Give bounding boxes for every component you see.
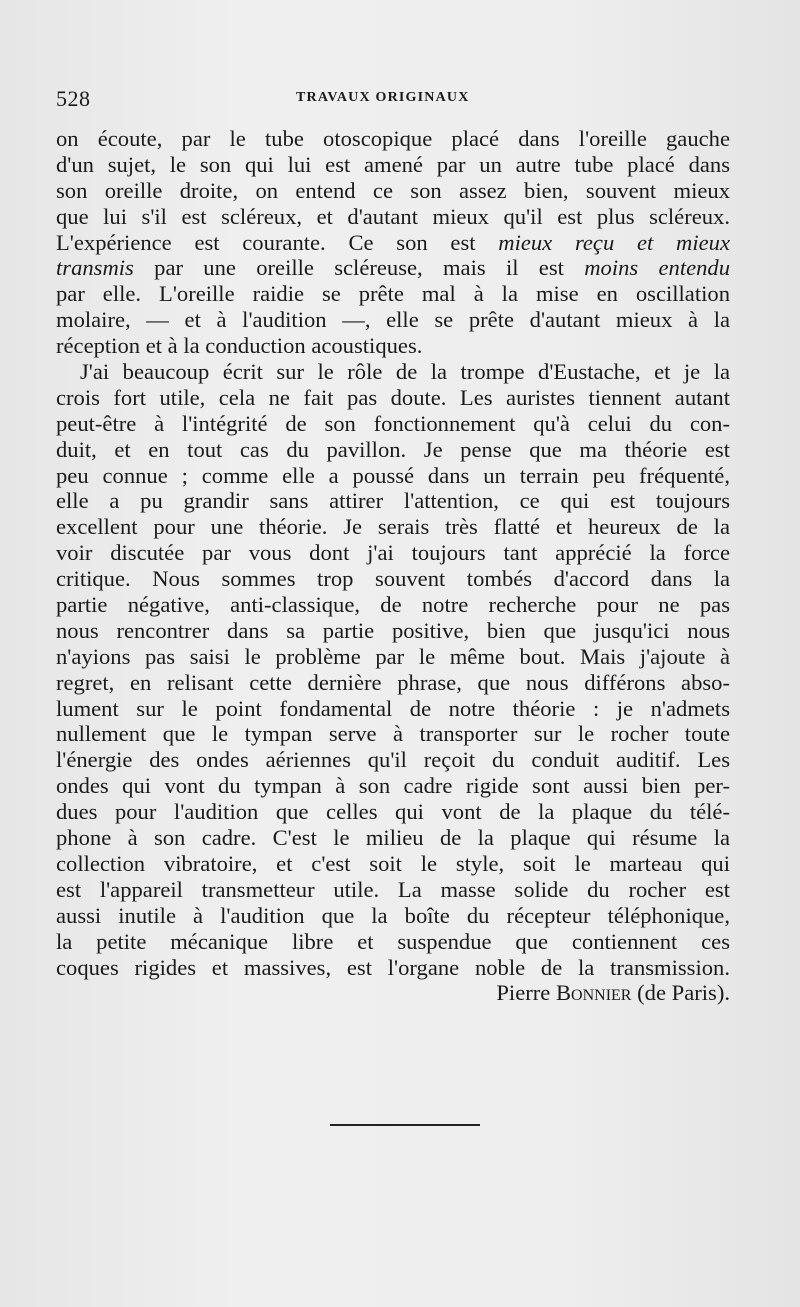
text-line: est l'appareil transmetteur utile. La masse solide du rocher est bbox=[56, 876, 730, 902]
page-header bbox=[56, 86, 736, 114]
text-line: nous rencontrer dans sa partie positive, bien que jusqu'ici nous bbox=[56, 617, 730, 643]
page-number: 528 bbox=[56, 86, 91, 111]
author-last-name: Bonnier bbox=[555, 980, 632, 1006]
text-line: crois fort utile, cela ne fait pas doute. Les auristes tiennent autant bbox=[56, 384, 730, 410]
text-line: nullement que le tympan serve à transporter sur le rocher toute bbox=[56, 721, 730, 747]
text-line: lument sur le point fondamental de notre théorie : je n'admets bbox=[56, 695, 730, 721]
text-line: dues pour l'audition que celles qui vont de la plaque du télé- bbox=[56, 799, 730, 825]
text-line: on écoute, par le tube otoscopique placé dans l'oreille gauche bbox=[56, 126, 730, 151]
text-line: partie négative, anti-classique, de notre recherche pour ne pas bbox=[56, 592, 730, 618]
text-line: elle a pu grandir sans attirer l'attention, ce qui est toujours bbox=[56, 488, 730, 514]
article-body bbox=[56, 126, 730, 1006]
text-line bbox=[56, 255, 730, 281]
signature-line bbox=[56, 980, 730, 1006]
italic-phrase: transmis bbox=[56, 255, 134, 281]
text-line: peu connue ; comme elle a poussé dans un terrain peu fréquenté, bbox=[56, 462, 730, 488]
paragraph-start-line: J'ai beaucoup écrit sur le rôle de la trompe d'Eustache, et je la bbox=[80, 359, 730, 385]
italic-phrase: mieux reçu et mieux bbox=[498, 229, 730, 255]
text-line: que lui s'il est scléreux, et d'autant mieux qu'il est plus scléreux. bbox=[56, 203, 730, 229]
text-line: voir discutée par vous dont j'ai toujours tant apprécié la force bbox=[56, 540, 730, 566]
text-line: duit, et en tout cas du pavillon. Je pense que ma théorie est bbox=[56, 436, 730, 462]
text-line: coques rigides et massives, est l'organe noble de la transmission. bbox=[56, 954, 730, 980]
text-fragment: L'expérience est courante. Ce son est bbox=[56, 229, 476, 255]
text-line: excellent pour une théorie. Je serais très flatté et heureux de la bbox=[56, 514, 730, 540]
text-line: aussi inutile à l'audition que la boîte du récepteur téléphonique, bbox=[56, 902, 730, 928]
text-line: par elle. L'oreille raidie se prête mal à la mise en oscillation bbox=[56, 281, 730, 307]
text-line: ondes qui vont du tympan à son cadre rigide sont aussi bien per- bbox=[56, 773, 730, 799]
end-rule bbox=[330, 1124, 480, 1126]
text-line: la petite mécanique libre et suspendue que contiennent ces bbox=[56, 928, 730, 954]
text-line: regret, en relisant cette dernière phrase, que nous différons abso- bbox=[56, 669, 730, 695]
running-title: TRAVAUX ORIGINAUX bbox=[296, 90, 470, 105]
text-fragment: par une oreille scléreuse, mais il est bbox=[154, 255, 564, 281]
text-line: phone à son cadre. C'est le milieu de la plaque qui résume la bbox=[56, 825, 730, 851]
text-line: son oreille droite, on entend ce son assez bien, souvent mieux bbox=[56, 177, 730, 203]
text-line: d'un sujet, le son qui lui est amené par un autre tube placé dans bbox=[56, 151, 730, 177]
italic-phrase: moins entendu bbox=[584, 255, 731, 281]
text-line: réception et à la conduction acoustiques. bbox=[56, 333, 423, 359]
text-line bbox=[56, 230, 730, 256]
text-line: peut-être à l'intégrité de son fonctionnement qu'à celui du con- bbox=[56, 410, 730, 436]
author-first-name: Pierre bbox=[496, 980, 551, 1006]
text-line: critique. Nous sommes trop souvent tombés d'accord dans la bbox=[56, 566, 730, 592]
text-line: n'ayions pas saisi le problème par le même bout. Mais j'ajoute à bbox=[56, 643, 730, 669]
author-location: (de Paris). bbox=[637, 980, 730, 1006]
text-line: molaire, — et à l'audition —, elle se prête d'autant mieux à la bbox=[56, 307, 730, 333]
text-line: l'énergie des ondes aériennes qu'il reçoit du conduit auditif. Les bbox=[56, 747, 730, 773]
text-line: collection vibratoire, et c'est soit le style, soit le marteau qui bbox=[56, 850, 730, 876]
